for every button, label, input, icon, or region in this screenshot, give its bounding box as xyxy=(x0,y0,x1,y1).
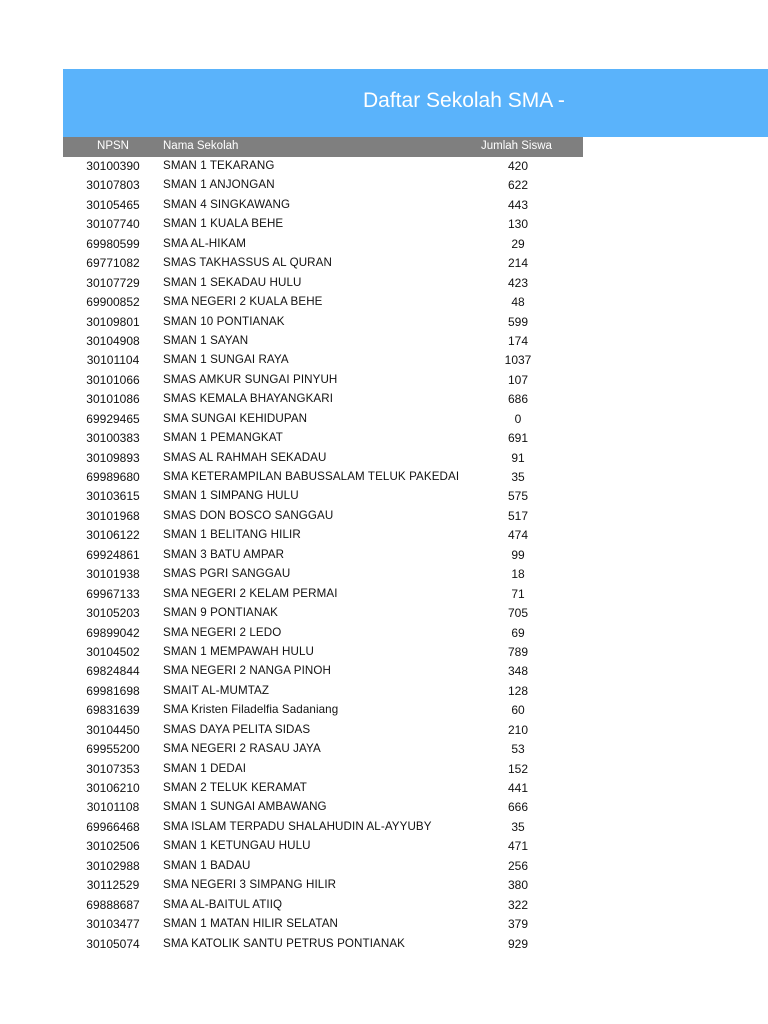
cell-nama-sekolah: SMA NEGERI 3 SIMPANG HILIR xyxy=(163,878,337,892)
page-title: Daftar Sekolah SMA - xyxy=(363,89,565,112)
cell-npsn: 30105465 xyxy=(86,197,140,212)
table-row xyxy=(63,876,583,895)
cell-npsn: 30112529 xyxy=(86,878,140,893)
cell-npsn: 69899042 xyxy=(86,625,140,640)
cell-npsn: 69980599 xyxy=(86,236,140,251)
cell-npsn: 30109893 xyxy=(86,450,140,465)
cell-jumlah-siswa: 691 xyxy=(507,431,529,446)
cell-nama-sekolah: SMAN 1 SEKADAU HULU xyxy=(163,275,302,289)
cell-jumlah-siswa: 0 xyxy=(514,411,522,426)
cell-npsn: 30107803 xyxy=(86,178,140,193)
cell-nama-sekolah: SMAN 1 MATAN HILIR SELATAN xyxy=(163,917,339,931)
table-row xyxy=(63,429,583,448)
cell-nama-sekolah: SMAN 10 PONTIANAK xyxy=(163,314,285,328)
cell-nama-sekolah: SMA NEGERI 2 LEDO xyxy=(163,625,282,639)
table-row xyxy=(63,332,583,351)
cell-npsn: 30106210 xyxy=(86,781,140,795)
cell-nama-sekolah: SMA NEGERI 2 RASAU JAYA xyxy=(163,742,321,756)
table-row xyxy=(63,274,583,293)
table-row xyxy=(63,157,583,176)
cell-npsn: 30105074 xyxy=(86,936,140,951)
cell-jumlah-siswa: 35 xyxy=(511,470,525,484)
cell-nama-sekolah: SMAN 9 PONTIANAK xyxy=(163,606,278,620)
cell-nama-sekolah: SMAS KEMALA BHAYANGKARI xyxy=(163,392,334,406)
cell-jumlah-siswa: 48 xyxy=(511,295,525,310)
table-row xyxy=(63,176,583,195)
cell-npsn: 69981698 xyxy=(86,683,140,698)
cell-npsn: 69824844 xyxy=(86,664,140,679)
cell-npsn: 30100383 xyxy=(86,431,140,446)
cell-nama-sekolah: SMA SUNGAI KEHIDUPAN xyxy=(163,411,308,425)
cell-jumlah-siswa: 686 xyxy=(507,392,529,407)
cell-jumlah-siswa: 69 xyxy=(511,625,525,640)
cell-jumlah-siswa: 60 xyxy=(511,703,525,718)
table-row xyxy=(63,507,583,526)
cell-npsn: 30109801 xyxy=(86,314,140,329)
cell-jumlah-siswa: 174 xyxy=(507,333,529,348)
table-row xyxy=(63,546,583,565)
cell-npsn: 30104450 xyxy=(86,722,140,737)
cell-npsn: 30100390 xyxy=(86,159,140,173)
cell-nama-sekolah: SMAN 1 SAYAN xyxy=(163,333,249,347)
cell-nama-sekolah: SMAN 1 SUNGAI AMBAWANG xyxy=(163,800,327,814)
cell-nama-sekolah: SMAN 3 BATU AMPAR xyxy=(163,547,285,561)
cell-npsn: 30105203 xyxy=(86,606,140,621)
table-row xyxy=(63,196,583,215)
table-row xyxy=(63,760,583,779)
cell-nama-sekolah: SMAS AL RAHMAH SEKADAU xyxy=(163,450,327,464)
cell-jumlah-siswa: 474 xyxy=(507,528,529,543)
table-row xyxy=(63,779,583,798)
cell-jumlah-siswa: 71 xyxy=(511,586,525,601)
cell-npsn: 30107740 xyxy=(86,217,140,232)
table-row xyxy=(63,449,583,468)
cell-jumlah-siswa: 599 xyxy=(507,314,529,329)
cell-npsn: 30107729 xyxy=(86,275,140,290)
cell-nama-sekolah: SMAIT AL-MUMTAZ xyxy=(163,683,270,697)
cell-nama-sekolah: SMAN 4 SINGKAWANG xyxy=(163,197,291,211)
cell-nama-sekolah: SMAN 2 TELUK KERAMAT xyxy=(163,781,307,794)
table-row xyxy=(63,682,583,701)
cell-nama-sekolah: SMAN 1 BELITANG HILIR xyxy=(163,528,301,542)
cell-jumlah-siswa: 35 xyxy=(511,819,525,834)
table-row xyxy=(63,410,583,429)
cell-jumlah-siswa: 666 xyxy=(507,800,529,815)
table-header-row xyxy=(63,137,583,157)
cell-npsn: 30103615 xyxy=(86,489,140,504)
cell-nama-sekolah: SMA Kristen Filadelfia Sadaniang xyxy=(163,703,339,717)
cell-nama-sekolah: SMA NEGERI 2 KELAM PERMAI xyxy=(163,586,338,600)
cell-npsn: 30101086 xyxy=(86,392,140,407)
cell-nama-sekolah: SMAN 1 DEDAI xyxy=(163,761,247,775)
cell-jumlah-siswa: 789 xyxy=(507,644,529,659)
table-row xyxy=(63,526,583,545)
cell-jumlah-siswa: 130 xyxy=(507,217,529,232)
cell-jumlah-siswa: 107 xyxy=(507,372,529,387)
table-row xyxy=(63,585,583,604)
table-row xyxy=(63,662,583,681)
cell-npsn: 30101938 xyxy=(86,567,140,582)
table-row xyxy=(63,896,583,915)
cell-npsn: 69924861 xyxy=(86,547,140,562)
cell-npsn: 69771082 xyxy=(86,256,140,271)
cell-jumlah-siswa: 929 xyxy=(507,936,529,951)
table-row xyxy=(63,313,583,332)
table-row xyxy=(63,837,583,856)
cell-nama-sekolah: SMA NEGERI 2 KUALA BEHE xyxy=(163,295,323,309)
cell-nama-sekolah: SMAN 1 PEMANGKAT xyxy=(163,431,283,445)
table-row xyxy=(63,293,583,312)
cell-jumlah-siswa: 575 xyxy=(507,489,529,504)
cell-jumlah-siswa: 443 xyxy=(507,197,529,212)
cell-nama-sekolah: SMA AL-BAITUL ATIIQ xyxy=(163,897,283,911)
cell-jumlah-siswa: 441 xyxy=(507,781,529,795)
table-row xyxy=(63,487,583,506)
cell-jumlah-siswa: 29 xyxy=(511,236,525,251)
table-row xyxy=(63,701,583,720)
cell-jumlah-siswa: 705 xyxy=(507,606,529,621)
cell-nama-sekolah: SMA KATOLIK SANTU PETRUS PONTIANAK xyxy=(163,936,405,950)
cell-nama-sekolah: SMA AL-HIKAM xyxy=(163,236,247,250)
cell-nama-sekolah: SMAN 1 KUALA BEHE xyxy=(163,217,284,231)
cell-npsn: 69955200 xyxy=(86,742,140,757)
cell-jumlah-siswa: 322 xyxy=(507,897,529,912)
cell-nama-sekolah: SMAN 1 MEMPAWAH HULU xyxy=(163,644,315,658)
cell-jumlah-siswa: 256 xyxy=(507,858,529,873)
cell-jumlah-siswa: 517 xyxy=(507,508,529,523)
cell-jumlah-siswa: 471 xyxy=(507,839,529,854)
cell-nama-sekolah: SMAS AMKUR SUNGAI PINYUH xyxy=(163,372,338,386)
cell-npsn: 30101066 xyxy=(86,372,140,387)
cell-npsn: 30104502 xyxy=(86,644,140,659)
table-row xyxy=(63,915,583,934)
cell-npsn: 30106122 xyxy=(86,528,140,543)
table-row xyxy=(63,390,583,409)
cell-jumlah-siswa: 420 xyxy=(507,159,529,173)
table-row xyxy=(63,371,583,390)
cell-nama-sekolah: SMAN 1 ANJONGAN xyxy=(163,178,275,192)
cell-nama-sekolah: SMAN 1 BADAU xyxy=(163,858,251,872)
cell-npsn: 69966468 xyxy=(86,819,140,834)
table-row xyxy=(63,740,583,759)
cell-nama-sekolah: SMAN 1 SIMPANG HULU xyxy=(163,489,299,503)
cell-jumlah-siswa: 622 xyxy=(507,178,529,193)
table-row xyxy=(63,604,583,623)
title-banner xyxy=(63,69,768,137)
cell-nama-sekolah: SMA KETERAMPILAN BABUSSALAM TELUK PAKEDAI xyxy=(163,470,460,483)
column-header-jumlah-siswa: Jumlah Siswa xyxy=(481,140,552,152)
cell-npsn: 30101968 xyxy=(86,508,140,523)
cell-jumlah-siswa: 53 xyxy=(511,742,525,757)
cell-npsn: 30102506 xyxy=(86,839,140,854)
cell-jumlah-siswa: 379 xyxy=(507,917,529,932)
cell-npsn: 69989680 xyxy=(86,470,140,484)
table-row xyxy=(63,721,583,740)
table-row xyxy=(63,798,583,817)
cell-nama-sekolah: SMAS DON BOSCO SANGGAU xyxy=(163,508,334,522)
cell-npsn: 30103477 xyxy=(86,917,140,932)
cell-nama-sekolah: SMAS DAYA PELITA SIDAS xyxy=(163,722,311,736)
cell-npsn: 69900852 xyxy=(86,295,140,310)
cell-jumlah-siswa: 380 xyxy=(507,878,529,893)
table-row xyxy=(63,468,583,487)
cell-jumlah-siswa: 128 xyxy=(507,683,529,698)
cell-npsn: 69929465 xyxy=(86,411,140,426)
cell-jumlah-siswa: 214 xyxy=(507,256,529,271)
table-row xyxy=(63,643,583,662)
cell-jumlah-siswa: 1037 xyxy=(504,353,532,368)
table-row xyxy=(63,935,583,954)
table-row xyxy=(63,235,583,254)
cell-jumlah-siswa: 91 xyxy=(511,450,525,465)
cell-npsn: 30101108 xyxy=(86,800,140,815)
cell-npsn: 30104908 xyxy=(86,333,140,348)
cell-nama-sekolah: SMA ISLAM TERPADU SHALAHUDIN AL-AYYUBY xyxy=(163,819,432,833)
table-row xyxy=(63,254,583,273)
cell-npsn: 30107353 xyxy=(86,761,140,776)
cell-nama-sekolah: SMAN 1 TEKARANG xyxy=(163,159,275,172)
cell-nama-sekolah: SMAS PGRI SANGGAU xyxy=(163,567,291,581)
cell-jumlah-siswa: 423 xyxy=(507,275,529,290)
table-row xyxy=(63,565,583,584)
cell-nama-sekolah: SMA NEGERI 2 NANGA PINOH xyxy=(163,664,331,678)
cell-jumlah-siswa: 210 xyxy=(507,722,529,737)
table-row xyxy=(63,857,583,876)
table-body xyxy=(63,157,583,954)
cell-npsn: 69967133 xyxy=(86,586,140,601)
cell-jumlah-siswa: 152 xyxy=(507,761,529,776)
cell-nama-sekolah: SMAN 1 KETUNGAU HULU xyxy=(163,839,311,853)
column-header-npsn: NPSN xyxy=(97,140,129,152)
cell-npsn: 69888687 xyxy=(86,897,140,912)
cell-npsn: 30102988 xyxy=(86,858,140,873)
table-row xyxy=(63,215,583,234)
cell-nama-sekolah: SMAN 1 SUNGAI RAYA xyxy=(163,353,289,367)
cell-jumlah-siswa: 348 xyxy=(507,664,529,679)
column-header-nama-sekolah: Nama Sekolah xyxy=(163,140,239,152)
cell-jumlah-siswa: 99 xyxy=(511,547,525,562)
table-row xyxy=(63,351,583,370)
cell-nama-sekolah: SMAS TAKHASSUS AL QURAN xyxy=(163,256,332,270)
cell-jumlah-siswa: 18 xyxy=(511,567,525,582)
cell-npsn: 30101104 xyxy=(86,353,140,368)
table-row xyxy=(63,624,583,643)
cell-npsn: 69831639 xyxy=(86,703,140,718)
table-row xyxy=(63,818,583,837)
